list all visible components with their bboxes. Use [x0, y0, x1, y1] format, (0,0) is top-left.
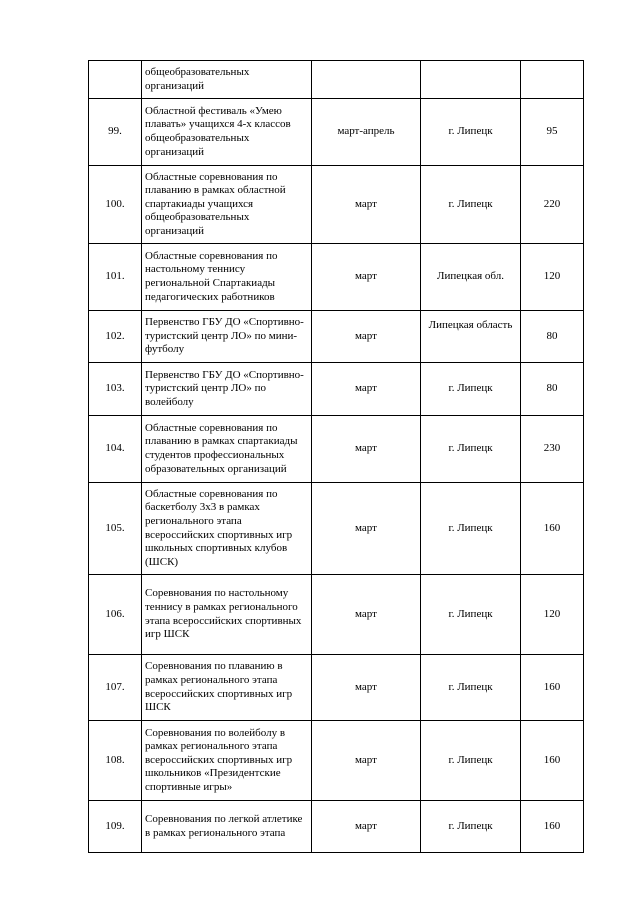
- event-date: март-апрель: [312, 99, 421, 166]
- event-date: март: [312, 166, 421, 244]
- participant-count: 160: [521, 483, 584, 575]
- event-name: Областные соревнования по плаванию в рамках областной спартакиады учащихся общеобразовательных организаций: [142, 166, 312, 244]
- table-row: [89, 655, 584, 721]
- row-number: 104.: [89, 416, 142, 483]
- row-number: 106.: [89, 575, 142, 655]
- event-name: Соревнования по волейболу в рамках регионального этапа всероссийских спортивных игр школьников «Президентские спортивные игры»: [142, 721, 312, 801]
- event-name: Первенство ГБУ ДО «Спортивно-туристский центр ЛО» по волейболу: [142, 363, 312, 416]
- event-name: Соревнования по плаванию в рамках регионального этапа всероссийских спортивных игр ШСК: [142, 655, 312, 721]
- participant-count: 230: [521, 416, 584, 483]
- participant-count: 80: [521, 363, 584, 416]
- row-number: 102.: [89, 311, 142, 363]
- table-row: [89, 311, 584, 363]
- table-row: [89, 801, 584, 853]
- event-name: Первенство ГБУ ДО «Спортивно-туристский центр ЛО» по мини-футболу: [142, 311, 312, 363]
- participant-count: 120: [521, 244, 584, 311]
- event-place: Липецкая обл.: [421, 244, 521, 311]
- event-name: Областные соревнования по плаванию в рамках спартакиады студентов профессиональных образовательных организаций: [142, 416, 312, 483]
- table-row: [89, 721, 584, 801]
- event-place: г. Липецк: [421, 721, 521, 801]
- row-number: 109.: [89, 801, 142, 853]
- event-date: март: [312, 244, 421, 311]
- event-place: г. Липецк: [421, 99, 521, 166]
- participant-count: 120: [521, 575, 584, 655]
- table-row: [89, 416, 584, 483]
- row-number: 108.: [89, 721, 142, 801]
- table-row: [89, 99, 584, 166]
- event-place: Липецкая область: [421, 311, 521, 363]
- event-place: г. Липецк: [421, 801, 521, 853]
- participant-count: 95: [521, 99, 584, 166]
- event-date: март: [312, 575, 421, 655]
- events-table: [88, 60, 584, 853]
- event-date: март: [312, 721, 421, 801]
- row-number: 100.: [89, 166, 142, 244]
- participant-count: 160: [521, 721, 584, 801]
- event-name: Соревнования по легкой атлетике в рамках регионального этапа: [142, 801, 312, 853]
- participant-count: [521, 61, 584, 99]
- row-number: 99.: [89, 99, 142, 166]
- event-date: март: [312, 311, 421, 363]
- event-name: Соревнования по настольному теннису в рамках регионального этапа всероссийских спортивных игр ШСК: [142, 575, 312, 655]
- event-date: март: [312, 801, 421, 853]
- participant-count: 160: [521, 655, 584, 721]
- event-place: г. Липецк: [421, 416, 521, 483]
- participant-count: 160: [521, 801, 584, 853]
- table-row: [89, 575, 584, 655]
- event-name: Областные соревнования по настольному теннису региональной Спартакиады педагогических работников: [142, 244, 312, 311]
- event-place: г. Липецк: [421, 575, 521, 655]
- participant-count: 220: [521, 166, 584, 244]
- event-place: г. Липецк: [421, 363, 521, 416]
- event-place: г. Липецк: [421, 166, 521, 244]
- event-date: март: [312, 483, 421, 575]
- row-number: 105.: [89, 483, 142, 575]
- table-row: [89, 61, 584, 99]
- event-date: март: [312, 363, 421, 416]
- event-date: [312, 61, 421, 99]
- table-row: [89, 483, 584, 575]
- event-name: Областной фестиваль «Умею плавать» учащихся 4-х классов общеобразовательных организаций: [142, 99, 312, 166]
- event-date: март: [312, 655, 421, 721]
- table-row: [89, 363, 584, 416]
- row-number: 103.: [89, 363, 142, 416]
- event-name: общеобразовательных организаций: [142, 61, 312, 99]
- table-row: [89, 166, 584, 244]
- row-number: [89, 61, 142, 99]
- table-row: [89, 244, 584, 311]
- event-name: Областные соревнования по баскетболу 3х3 в рамках регионального этапа всероссийских спортивных игр школьных спортивных клубов (ШСК): [142, 483, 312, 575]
- participant-count: 80: [521, 311, 584, 363]
- event-place: [421, 61, 521, 99]
- event-date: март: [312, 416, 421, 483]
- event-place: г. Липецк: [421, 655, 521, 721]
- event-place: г. Липецк: [421, 483, 521, 575]
- row-number: 101.: [89, 244, 142, 311]
- row-number: 107.: [89, 655, 142, 721]
